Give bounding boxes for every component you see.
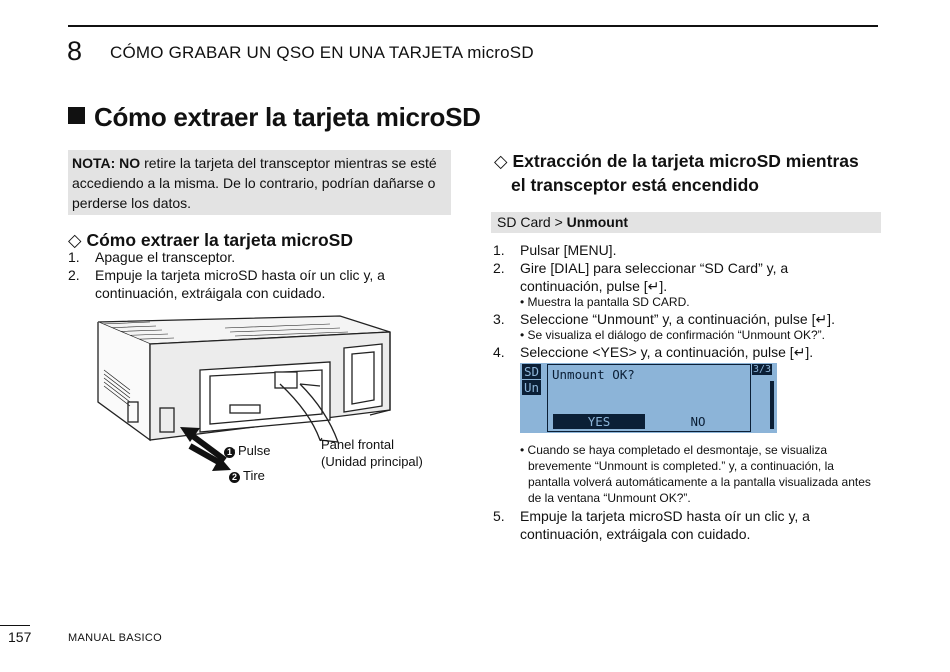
lcd-no-option[interactable]: NO (690, 414, 706, 429)
figure-panel-label: Panel frontal (Unidad principal) (321, 437, 423, 469)
figure-label-push: 1 Pulse (224, 443, 271, 458)
note-box (68, 150, 451, 215)
diamond-icon: ◇ (68, 230, 82, 250)
list-item: 5. Empuje la tarjeta microSD hasta oír un clic y, a continuación, extráigala con cuidado. (493, 508, 810, 542)
right-steps-cont (493, 310, 873, 328)
step-note: • Muestra la pantalla SD CARD. (520, 295, 690, 309)
list-item: 1. Pulsar [MENU]. (493, 242, 617, 258)
figure-label-pull: 2 Tire (229, 468, 265, 483)
lcd-screen (520, 363, 777, 433)
lcd-yes-option[interactable]: YES (553, 414, 645, 429)
chapter-title: CÓMO GRABAR UN QSO EN UNA TARJETA microSD (110, 43, 534, 62)
lcd-bg-title: SD (524, 364, 540, 379)
note-text: retire la tarjeta del transceptor mientras se esté accediendo a la misma. De lo contrario, podrían dañarse o perderse los datos. (72, 155, 437, 211)
list-item: 4. Seleccione <YES> y, a continuación, pulse [↵]. (493, 344, 814, 360)
right-step-5 (493, 507, 873, 543)
manual-name: MANUAL BASICO (68, 632, 162, 644)
footer-rule (0, 625, 30, 626)
list-item: 3. Seleccione “Unmount” y, a continuación, pulse [↵]. (493, 311, 835, 327)
section-title (68, 101, 481, 133)
chapter-number: 8 (67, 36, 83, 66)
right-steps-cont2 (493, 343, 873, 361)
list-item: 1. Apague el transceptor. (68, 249, 236, 265)
lcd-bg-item: Un (524, 380, 540, 395)
lcd-dialog-title: Unmount OK? (552, 367, 635, 382)
menu-path-bar: SD Card > Unmount (491, 212, 881, 233)
top-rule (68, 25, 878, 27)
lcd-scrollbar (770, 381, 774, 429)
list-item: 2. Empuje la tarjeta microSD hasta oír un clic y, a continuación, extráigala con cuidado. (68, 267, 385, 301)
left-subheading-text: Cómo extraer la tarjeta microSD (86, 230, 353, 250)
lcd-dialog (547, 364, 751, 432)
right-subheading: ◇ Extracción de la tarjeta microSD mientras el transceptor está encendido (494, 151, 859, 195)
completion-note: • Cuando se haya completado el desmontaje, se visualiza brevemente “Unmount is completed.” y, a continuación, la pantalla volverá automáticamente a la pantalla visualizada antes de la ventana “Unmount OK?”. (520, 443, 871, 505)
step-note: • Se visualiza el diálogo de confirmación “Unmount OK?”. (520, 328, 826, 342)
page-number: 157 (8, 629, 32, 645)
square-bullet-icon (68, 107, 85, 124)
lcd-page: 3/3 (753, 364, 772, 375)
list-item: 2. Gire [DIAL] para seleccionar “SD Card” y, a continuación, pulse [↵]. (493, 260, 789, 294)
section-title-text: Cómo extraer la tarjeta microSD (94, 102, 481, 132)
diamond-icon: ◇ (494, 151, 508, 171)
right-steps (493, 241, 873, 295)
left-steps (68, 248, 408, 302)
note-label: NOTA: NO (72, 155, 141, 171)
